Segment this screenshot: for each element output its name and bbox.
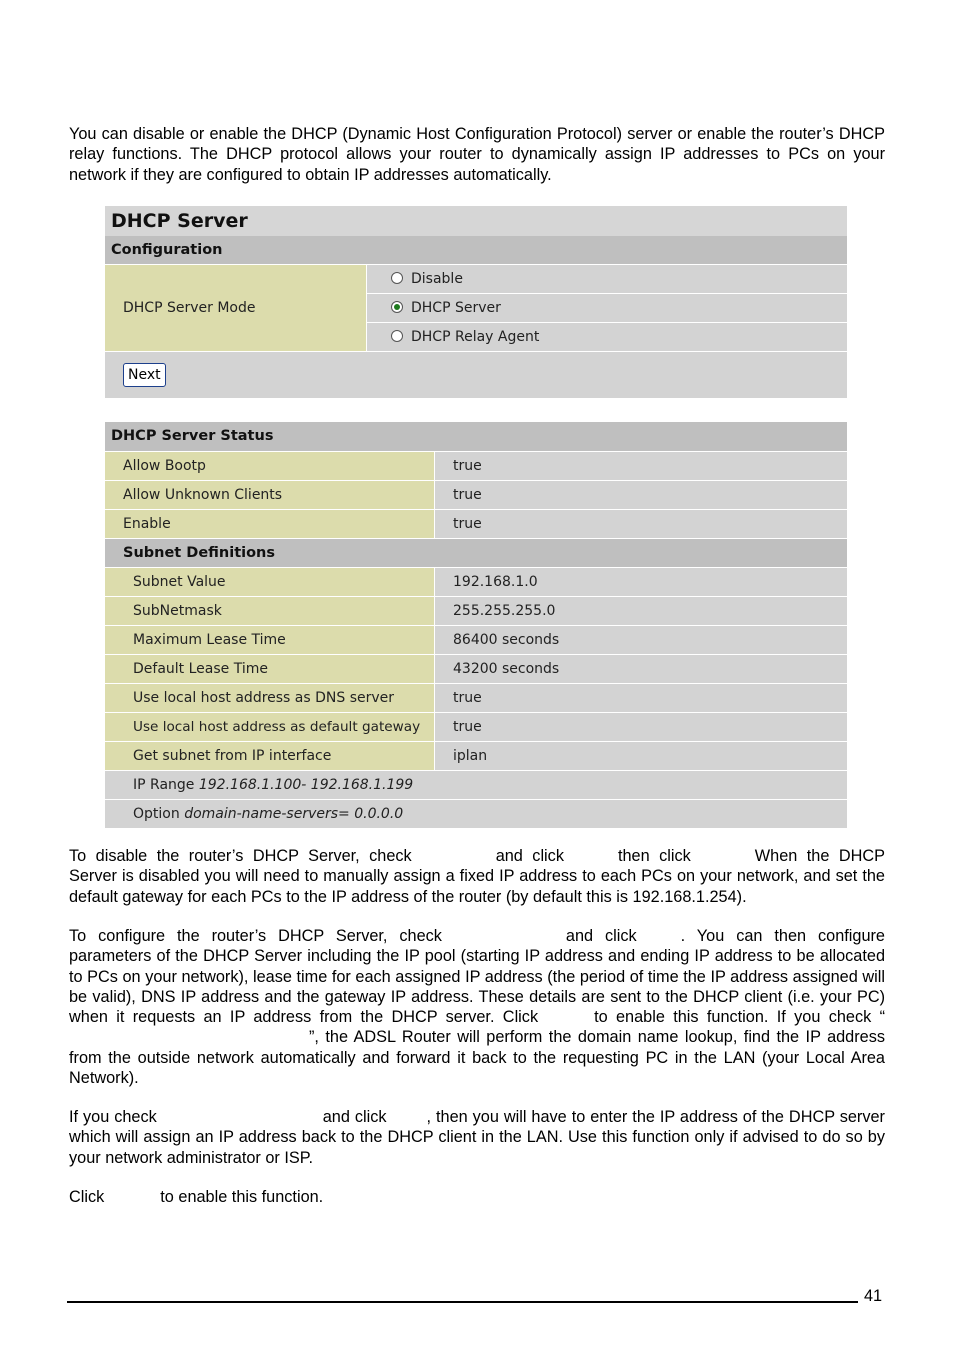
panel-title: DHCP Server: [105, 206, 847, 236]
status-label: Enable: [105, 510, 435, 538]
dhcp-server-mode-label: DHCP Server Mode: [105, 265, 367, 351]
click-paragraph: Click to enable this function.: [69, 1188, 324, 1206]
subnet-row: [105, 626, 847, 655]
subnet-row: [105, 742, 847, 771]
option-dhcp-relay-agent[interactable]: [367, 323, 847, 351]
subnet-value: 86400 seconds: [435, 626, 847, 654]
subnet-value: 192.168.1.0: [435, 568, 847, 596]
option-value: domain-name-servers= 0.0.0.0: [184, 806, 404, 822]
subnet-label: Use local host address as DNS server: [105, 684, 435, 712]
status-row: [105, 510, 847, 539]
subnet-label: Default Lease Time: [105, 655, 435, 683]
subnet-label: Maximum Lease Time: [105, 626, 435, 654]
radio-disable[interactable]: [391, 272, 403, 284]
configuration-header: Configuration: [105, 236, 847, 265]
subnet-label: Get subnet from IP interface: [105, 742, 435, 770]
dhcp-server-paragraph: To configure the router’s DHCP Server, check and click . You can then configure parameters of the DHCP Server including the IP pool (starting IP address and ending IP address to be allocated to PCs on your network), lease time for each assigned IP address (the period of time the IP address assigned will be valid), DNS IP address and the gateway IP address. These details are sent to the DHCP client (i.e. your PC) when it requests an IP address from the DHCP server. Click to enable this function. If you check “”, the ADSL Router will perform the domain name lookup, find the IP address from the outside network automatically and forward it back to the requesting PC in the LAN (your Local Area Network).: [69, 927, 885, 1088]
subnet-value: 43200 seconds: [435, 655, 847, 683]
ip-range-label: IP Range: [133, 777, 195, 793]
page-number: 41: [864, 1287, 883, 1305]
dhcp-server-mode-row: [105, 265, 847, 352]
subnet-row: [105, 684, 847, 713]
footer-rule: [67, 1301, 858, 1303]
ip-range-value: 192.168.1.100- 192.168.1.199: [198, 777, 414, 793]
radio-dhcp-server[interactable]: [391, 301, 403, 313]
option-dhcp-server[interactable]: [367, 294, 847, 323]
subnet-value: true: [435, 713, 847, 741]
status-value: true: [435, 481, 847, 509]
subnet-value: 255.255.255.0: [435, 597, 847, 625]
subnet-row: [105, 597, 847, 626]
status-row: [105, 481, 847, 510]
dhcp-server-config-panel: [105, 206, 847, 398]
relay-paragraph: If you check and click , then you will have to enter the IP address of the DHCP server which will assign an IP address back to the DHCP client in the LAN. Use this function only if advised to do so by your network administrator or ISP.: [69, 1108, 885, 1167]
subnet-value: true: [435, 684, 847, 712]
mode-options: [367, 265, 847, 351]
ip-range-row: [105, 771, 847, 800]
status-value: true: [435, 452, 847, 480]
status-label: Allow Bootp: [105, 452, 435, 480]
status-header: DHCP Server Status: [105, 422, 847, 452]
option-row: [105, 800, 847, 828]
next-button[interactable]: Next: [123, 363, 166, 387]
dhcp-server-status-panel: [105, 422, 847, 828]
option-disable[interactable]: [367, 265, 847, 294]
option-relay-label: DHCP Relay Agent: [411, 329, 540, 345]
option-dhcp-server-label: DHCP Server: [411, 300, 501, 316]
radio-dhcp-relay-agent[interactable]: [391, 330, 403, 342]
button-row: [105, 352, 847, 398]
subnet-label: Use local host address as default gateway: [105, 713, 435, 741]
subnet-row: [105, 655, 847, 684]
subnet-label: Subnet Value: [105, 568, 435, 596]
subnet-row: [105, 713, 847, 742]
intro-paragraph: You can disable or enable the DHCP (Dynamic Host Configuration Protocol) server or enable the router’s DHCP relay functions. The DHCP protocol allows your router to dynamically assign IP addresses to PCs on your network if they are configured to obtain IP addresses automatically.: [69, 125, 885, 184]
disable-paragraph: To disable the router’s DHCP Server, check and click then click When the DHCP Server is disabled you will need to manually assign a fixed IP address to each PCs on your network, and set the default gateway for each PCs to the IP address of the router (by default this is 192.168.1.254).: [69, 847, 885, 906]
subnet-definitions-header: Subnet Definitions: [105, 539, 847, 568]
status-row: [105, 452, 847, 481]
option-label: Option: [133, 806, 180, 822]
status-value: true: [435, 510, 847, 538]
subnet-value: iplan: [435, 742, 847, 770]
subnet-label: SubNetmask: [105, 597, 435, 625]
option-disable-label: Disable: [411, 271, 463, 287]
subnet-row: [105, 568, 847, 597]
status-label: Allow Unknown Clients: [105, 481, 435, 509]
